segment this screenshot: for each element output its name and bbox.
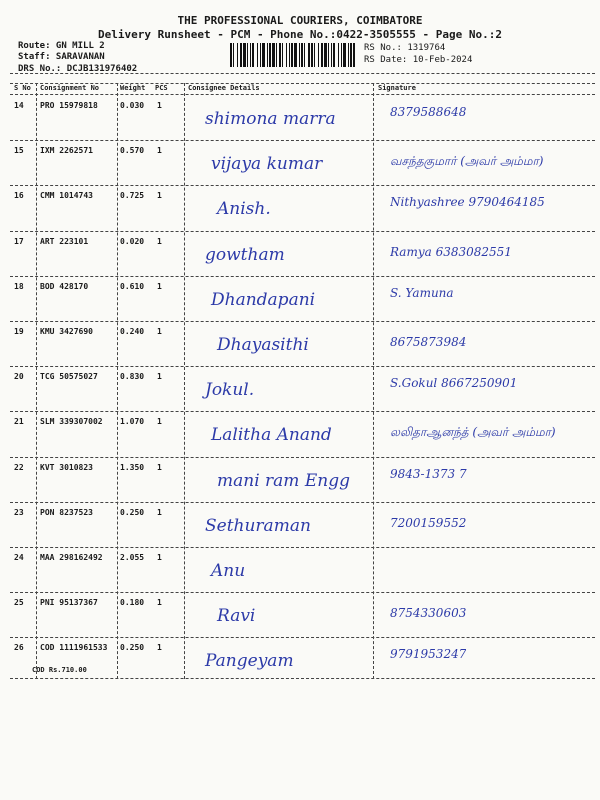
barcode-bar xyxy=(257,43,258,67)
row-signature: 8754330603 xyxy=(390,606,467,621)
row-sno: 18 xyxy=(14,281,24,291)
row-consignee-handwritten: gowtham xyxy=(205,244,285,265)
row-pcs: 1 xyxy=(157,191,162,201)
barcode-bar xyxy=(267,43,268,67)
row-sno: 24 xyxy=(14,553,24,562)
barcode-bar xyxy=(311,43,313,67)
row-pcs: 1 xyxy=(157,417,162,427)
rs-number: RS No.: 1319764 xyxy=(364,43,446,53)
barcode-bar xyxy=(269,43,271,67)
row-sno: 16 xyxy=(14,191,24,201)
row-divider xyxy=(10,140,595,141)
row-sno: 26 xyxy=(14,643,24,653)
row-weight: 0.240 xyxy=(120,327,145,336)
header-pcs: PCS xyxy=(155,84,168,92)
row-signature: 8379588648 xyxy=(390,105,467,119)
row-pcs: 1 xyxy=(157,507,162,517)
row-divider xyxy=(10,637,595,638)
row-consignment-no: KVT 3010823 xyxy=(40,462,93,472)
barcode-bar xyxy=(304,43,305,67)
row-consignee-handwritten: Pangeyam xyxy=(205,651,294,672)
barcode-bar xyxy=(343,43,346,67)
divider xyxy=(10,73,595,74)
row-pcs: 1 xyxy=(157,598,162,608)
row-consignment-no: KMU 3427690 xyxy=(40,327,93,336)
row-pcs: 1 xyxy=(157,236,162,246)
barcode-bar xyxy=(289,43,290,67)
column-divider xyxy=(373,83,374,679)
barcode-bar xyxy=(299,43,300,67)
row-sno: 22 xyxy=(14,462,24,472)
staff-label: Staff: SARAVANAN xyxy=(18,52,105,62)
row-signature: S. Yamuna xyxy=(390,285,454,300)
barcode-bar xyxy=(314,43,315,67)
row-consignee-handwritten: Ravi xyxy=(217,606,256,627)
row-consignment-no: SLM 339307002 xyxy=(40,417,103,427)
row-consignment-no: PRO 15979818 xyxy=(40,101,98,110)
barcode-bar xyxy=(247,43,248,67)
row-consignee-handwritten: Dhandapani xyxy=(211,289,316,310)
row-divider xyxy=(10,231,595,232)
row-consignment-no: CMM 1014743 xyxy=(40,191,93,201)
barcode-bar xyxy=(353,43,355,67)
row-divider xyxy=(10,592,595,593)
row-consignee-handwritten: Anish. xyxy=(217,199,271,220)
row-consignee-handwritten: Lalitha Anand xyxy=(211,425,332,446)
barcode-bar xyxy=(272,43,275,67)
row-divider xyxy=(10,457,595,458)
row-weight: 0.250 xyxy=(120,507,145,517)
row-divider xyxy=(10,547,595,548)
barcode-bar xyxy=(291,43,293,67)
row-pcs: 1 xyxy=(157,462,162,472)
barcode-bar xyxy=(279,43,281,67)
row-consignment-no: ART 223101 xyxy=(40,236,89,246)
barcode-bar xyxy=(308,43,310,67)
row-sno: 17 xyxy=(14,236,24,246)
barcode-bar xyxy=(294,43,297,67)
column-divider xyxy=(184,83,185,679)
header-signature: Signature xyxy=(378,84,416,92)
row-consignment-no: IXM 2262571 xyxy=(40,146,93,156)
row-consignee-handwritten: Jokul. xyxy=(205,380,255,401)
row-signature: லலிதாஆனந்த் (அவர் அம்மா) xyxy=(390,425,556,440)
barcode-bar xyxy=(230,43,232,67)
row-weight: 0.725 xyxy=(120,191,145,201)
row-sno: 23 xyxy=(14,507,24,517)
row-sno: 20 xyxy=(14,372,24,382)
row-divider xyxy=(10,411,595,412)
barcode-bar xyxy=(328,43,329,67)
row-signature: 8675873984 xyxy=(390,335,467,349)
column-divider xyxy=(117,83,118,679)
row-pcs: 1 xyxy=(157,643,162,653)
row-pcs: 1 xyxy=(157,101,162,110)
divider xyxy=(10,94,595,95)
header-weight: Weight xyxy=(120,84,146,92)
row-pcs: 1 xyxy=(157,327,162,336)
row-sno: 21 xyxy=(14,417,24,427)
row-pcs: 1 xyxy=(157,553,162,562)
row-weight: 0.180 xyxy=(120,598,145,608)
row-consignee-handwritten: Sethuraman xyxy=(205,515,311,536)
row-divider xyxy=(10,502,595,503)
barcode-bar xyxy=(348,43,349,67)
barcode-bar xyxy=(237,43,238,67)
row-weight: 1.350 xyxy=(120,462,145,472)
row-signature: Ramya 6383082551 xyxy=(390,244,512,259)
rs-date: RS Date: 10-Feb-2024 xyxy=(364,55,473,65)
barcode-bar xyxy=(350,43,352,67)
row-signature: 9791953247 xyxy=(390,647,467,662)
row-consignee-handwritten: Anu xyxy=(211,561,246,581)
row-weight: 1.070 xyxy=(120,417,145,427)
barcode-bar xyxy=(260,43,261,67)
row-divider xyxy=(10,185,595,186)
cod-amount: COD Rs.710.00 xyxy=(32,666,87,674)
barcode xyxy=(230,43,355,67)
drs-label: DRS No.: DCJB131976402 xyxy=(18,64,138,74)
barcode-bar xyxy=(321,43,323,67)
barcode-bar xyxy=(333,43,335,67)
row-consignment-no: COD 1111961533 xyxy=(40,643,108,653)
barcode-bar xyxy=(250,43,251,67)
row-consignee-handwritten: mani ram Engg xyxy=(217,470,350,491)
barcode-bar xyxy=(286,43,287,67)
route-label: Route: GN MILL 2 xyxy=(18,41,105,51)
barcode-bar xyxy=(282,43,283,67)
row-pcs: 1 xyxy=(157,146,162,156)
row-weight: 0.830 xyxy=(120,372,145,382)
row-sno: 15 xyxy=(14,146,24,156)
barcode-bar xyxy=(262,43,265,67)
row-weight: 0.610 xyxy=(120,281,145,291)
barcode-bar xyxy=(233,43,234,67)
row-signature: 9843-1373 7 xyxy=(390,466,467,481)
barcode-bar xyxy=(324,43,327,67)
barcode-bar xyxy=(240,43,242,67)
barcode-bar xyxy=(252,43,254,67)
header-consignee: Consignee Details xyxy=(188,84,260,92)
barcode-bar xyxy=(276,43,277,67)
row-divider xyxy=(10,276,595,277)
row-weight: 0.030 xyxy=(120,101,145,110)
row-consignee-handwritten: vijaya kumar xyxy=(211,154,323,175)
header-consignment: Consignment No xyxy=(40,84,100,92)
row-consignment-no: PON 8237523 xyxy=(40,507,93,517)
row-consignment-no: BOD 428170 xyxy=(40,281,89,291)
row-weight: 0.020 xyxy=(120,236,145,246)
row-weight: 2.055 xyxy=(120,553,145,562)
row-signature: S.Gokul 8667250901 xyxy=(390,376,518,391)
row-weight: 0.250 xyxy=(120,643,145,653)
runsheet-subtitle: Delivery Runsheet - PCM - Phone No.:0422-3505555 - Page No.:2 xyxy=(98,28,502,41)
row-sno: 19 xyxy=(14,327,24,336)
divider xyxy=(10,678,595,679)
row-consignment-no: TCG 50575027 xyxy=(40,372,98,382)
barcode-bar xyxy=(341,43,342,67)
company-title: THE PROFESSIONAL COURIERS, COIMBATORE xyxy=(177,14,423,27)
row-pcs: 1 xyxy=(157,372,162,382)
row-consignee-handwritten: shimona marra xyxy=(205,109,336,129)
row-divider xyxy=(10,366,595,367)
row-consignment-no: PNI 95137367 xyxy=(40,598,98,608)
row-weight: 0.570 xyxy=(120,146,145,156)
row-signature: Nithyashree 9790464185 xyxy=(390,195,545,210)
barcode-bar xyxy=(243,43,246,67)
barcode-bar xyxy=(318,43,319,67)
row-divider xyxy=(10,321,595,322)
barcode-bar xyxy=(338,43,339,67)
column-divider xyxy=(36,83,37,679)
header-sno: S No xyxy=(14,84,31,92)
barcode-bar xyxy=(331,43,332,67)
row-sno: 14 xyxy=(14,101,24,110)
row-signature: 7200159552 xyxy=(390,515,467,530)
row-pcs: 1 xyxy=(157,281,162,291)
row-consignment-no: MAA 298162492 xyxy=(40,553,103,562)
row-consignee-handwritten: Dhayasithi xyxy=(217,335,309,355)
row-sno: 25 xyxy=(14,598,24,608)
barcode-bar xyxy=(301,43,303,67)
row-signature: வசந்தகுமார் (அவர் அம்மா) xyxy=(390,154,544,169)
